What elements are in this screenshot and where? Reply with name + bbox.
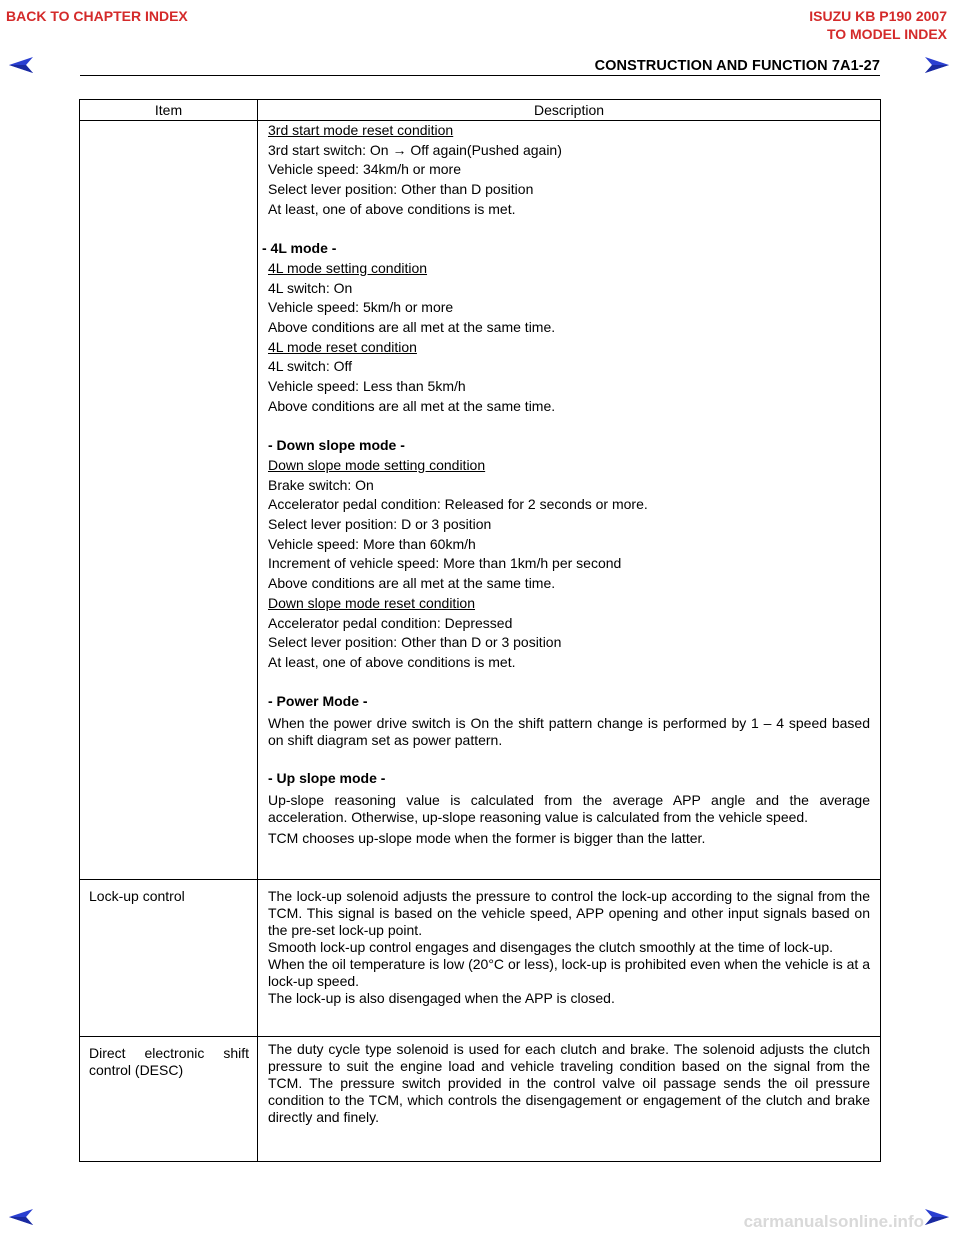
- description-paragraph: The lock-up is also disengaged when the APP is closed.: [268, 990, 615, 1006]
- column-header-description: Description: [258, 100, 881, 121]
- condition-line: 3rd start switch: On → Off again(Pushed again): [268, 141, 562, 158]
- table-row: [80, 880, 881, 1037]
- description-paragraph: Smooth lock-up control engages and disengages the clutch smoothly at the time of lock-up.: [268, 939, 833, 955]
- condition-line: 4L switch: On: [268, 279, 353, 296]
- page-header-title: CONSTRUCTION AND FUNCTION 7A1-27: [594, 58, 880, 74]
- condition-line: Select lever position: D or 3 position: [268, 516, 492, 533]
- item-cell-empty: [80, 121, 258, 880]
- mode-paragraph: TCM chooses up-slope mode when the former is bigger than the latter.: [268, 829, 706, 846]
- mode-paragraph: Up-slope reasoning value is calculated from the average APP angle and the average acceleration. Otherwise, up-slope reasoning value is calculated from the vehicle speed.: [268, 791, 870, 825]
- header-rule: [80, 75, 880, 76]
- condition-line: Vehicle speed: More than 60km/h: [268, 535, 476, 552]
- condition-heading: 4L mode setting condition: [268, 259, 428, 276]
- mode-heading: - Power Mode -: [268, 693, 368, 710]
- table-row: [80, 121, 881, 880]
- previous-page-arrow-icon[interactable]: [8, 1208, 34, 1226]
- condition-line: Above conditions are all met at the same time.: [268, 575, 556, 592]
- condition-line: 4L switch: Off: [268, 358, 353, 375]
- next-page-arrow-icon[interactable]: [924, 1208, 950, 1226]
- condition-heading: 4L mode reset condition: [268, 338, 417, 355]
- previous-page-arrow-icon[interactable]: [8, 56, 34, 74]
- table-row: [80, 1037, 881, 1162]
- watermark-text: carmanualsonline.info: [743, 1212, 924, 1231]
- condition-heading: Down slope mode reset condition: [268, 594, 476, 611]
- description-paragraph: The lock-up solenoid adjusts the pressure to control the lock-up according to the signal from the TCM. This signal is based on the vehicle speed, APP opening and other input signals based on the pre-set lock-up point.: [268, 888, 870, 938]
- condition-line: Vehicle speed: 5km/h or more: [268, 299, 454, 316]
- model-title: ISUZU KB P190 2007: [809, 8, 947, 24]
- mode-heading: - 4L mode -: [262, 240, 337, 257]
- condition-line: Select lever position: Other than D position: [268, 181, 534, 198]
- item-cell: Direct electronic shift control (DESC): [80, 1037, 258, 1162]
- condition-heading: 3rd start mode reset condition: [268, 122, 454, 138]
- condition-line: Brake switch: On: [268, 476, 374, 493]
- mode-paragraph: When the power drive switch is On the shift pattern change is performed by 1 – 4 speed based on shift diagram set as power pattern.: [268, 715, 870, 749]
- mode-heading: - Down slope mode -: [268, 437, 405, 454]
- condition-line: Accelerator pedal condition: Depressed: [268, 614, 513, 631]
- condition-line: Above conditions are all met at the same time.: [268, 319, 556, 336]
- description-paragraph: The duty cycle type solenoid is used for each clutch and brake. The solenoid adjusts the clutch pressure to suit the engine load and vehicle traveling condition based on the signal from the TCM. The pressure switch provided in the control valve oil passage sends the oil pressure condition to the TCM, which controls the disengagement or engagement of the clutch and brake directly and finely.: [268, 1041, 870, 1125]
- back-to-chapter-index-link[interactable]: BACK TO CHAPTER INDEX: [6, 8, 188, 24]
- mode-heading: - Up slope mode -: [268, 770, 386, 787]
- description-cell-modes: [258, 121, 881, 880]
- condition-line: Accelerator pedal condition: Released for 2 seconds or more.: [268, 496, 648, 513]
- item-cell: Lock-up control: [80, 880, 258, 1037]
- column-header-item: Item: [80, 100, 258, 121]
- condition-heading: Down slope mode setting condition: [268, 456, 486, 473]
- condition-line: Vehicle speed: Less than 5km/h: [268, 378, 466, 395]
- description-cell: [258, 880, 881, 1037]
- description-paragraph: When the oil temperature is low (20°C or less), lock-up is prohibited even when the vehicle is at a lock-up speed.: [268, 956, 870, 989]
- description-cell: [258, 1037, 881, 1162]
- condition-line: Select lever position: Other than D or 3 position: [268, 634, 562, 651]
- description-table: [79, 99, 881, 1162]
- next-page-arrow-icon[interactable]: [924, 56, 950, 74]
- condition-line: Vehicle speed: 34km/h or more: [268, 161, 461, 178]
- condition-line: Increment of vehicle speed: More than 1km/h per second: [268, 555, 622, 572]
- table-header-row: [80, 100, 881, 121]
- condition-line: At least, one of above conditions is met.: [268, 653, 516, 670]
- condition-line: At least, one of above conditions is met.: [268, 200, 516, 217]
- to-model-index-link[interactable]: TO MODEL INDEX: [826, 26, 947, 42]
- condition-line: Above conditions are all met at the same time.: [268, 397, 556, 414]
